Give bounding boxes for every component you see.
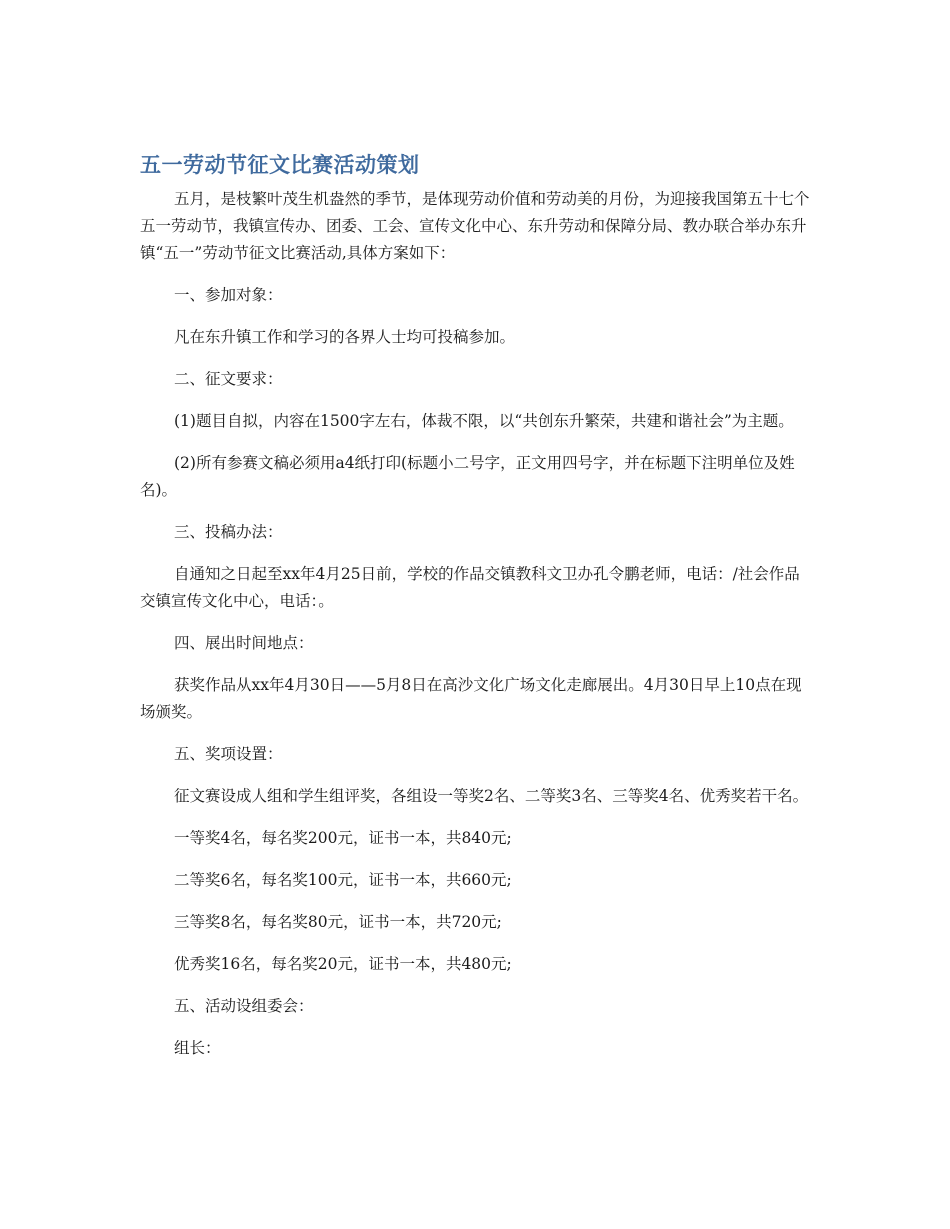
spacer xyxy=(140,657,815,672)
prize-excellence: 优秀奖16名，每名奖20元，证书一本，共480元; xyxy=(174,955,512,973)
submission-paragraph: 自通知之日起至xx年4月25日前，学校的作品交镇教科文卫办孔令鹏老师，电话：/社会作品交镇宣传文化中心，电话：。 xyxy=(140,565,800,610)
document-body xyxy=(140,150,815,1062)
spacer xyxy=(140,894,815,909)
section-heading-submission: 三、投稿办法： xyxy=(174,523,283,541)
exhibition-paragraph: 获奖作品从xx年4月30日——5月8日在高沙文化广场文化走廊展出。4月30日早上10点在现场颁奖。 xyxy=(140,676,802,721)
spacer xyxy=(140,351,815,366)
spacer xyxy=(140,978,815,993)
section-heading-requirements: 二、征文要求： xyxy=(174,370,283,388)
section-heading-exhibition: 四、展出时间地点： xyxy=(174,634,314,652)
spacer xyxy=(140,267,815,282)
intro-paragraph: 五月，是枝繁叶茂生机盎然的季节，是体现劳动价值和劳动美的月份，为迎接我国第五十七个五一劳动节，我镇宣传办、团委、工会、宣传文化中心、东升劳动和保障分局、教办联合举办东升镇“五一”劳动节征文比赛活动,具体方案如下： xyxy=(140,190,810,262)
spacer xyxy=(140,309,815,324)
spacer xyxy=(140,435,815,450)
section-heading-awards: 五、奖项设置： xyxy=(174,745,283,763)
section-heading-participants: 一、参加对象： xyxy=(174,286,283,304)
spacer xyxy=(140,810,815,825)
spacer xyxy=(140,393,815,408)
spacer xyxy=(140,852,815,867)
prize-second: 二等奖6名，每名奖100元，证书一本，共660元; xyxy=(174,871,512,889)
requirement-item-1: (1)题目自拟，内容在1500字左右，体裁不限，以“共创东升繁荣，共建和谐社会”为主题。 xyxy=(174,412,794,430)
committee-leader: 组长： xyxy=(174,1039,221,1057)
spacer xyxy=(140,615,815,630)
awards-paragraph: 征文赛设成人组和学生组评奖，各组设一等奖2名、二等奖3名、三等奖4名、优秀奖若干名。 xyxy=(174,787,809,805)
spacer xyxy=(140,504,815,519)
spacer xyxy=(140,1020,815,1035)
prize-first: 一等奖4名，每名奖200元，证书一本，共840元; xyxy=(174,829,512,847)
requirement-item-2: (2)所有参赛文稿必须用a4纸打印(标题小二号字，正文用四号字，并在标题下注明单位及姓名)。 xyxy=(140,454,795,499)
prize-third: 三等奖8名，每名奖80元，证书一本，共720元; xyxy=(174,913,502,931)
spacer xyxy=(140,768,815,783)
participants-paragraph: 凡在东升镇工作和学习的各界人士均可投稿参加。 xyxy=(174,328,516,346)
spacer xyxy=(140,726,815,741)
document-title: 五一劳动节征文比赛活动策划 xyxy=(140,153,420,177)
spacer xyxy=(140,936,815,951)
section-heading-committee: 五、活动设组委会： xyxy=(174,997,314,1015)
spacer xyxy=(140,546,815,561)
